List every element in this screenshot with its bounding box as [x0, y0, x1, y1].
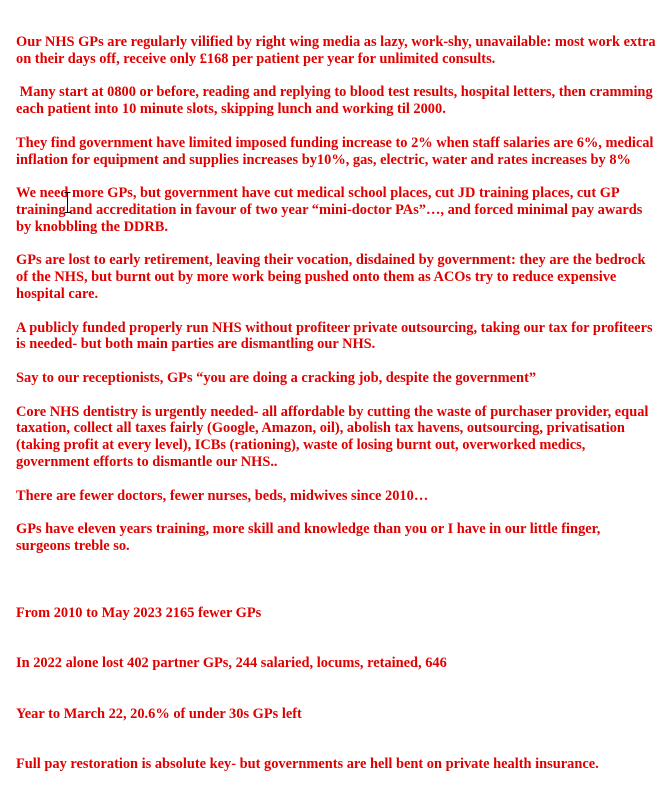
- text-cursor-icon: [64, 192, 71, 213]
- stat-line: Full pay restoration is absolute key- but governments are hell bent on private health insurance.: [16, 756, 599, 773]
- stat-line: From 2010 to May 2023 2165 fewer GPs: [16, 605, 262, 622]
- document-body: [16, 34, 658, 807]
- paragraph-funding: They find government have limited imposed funding increase to 2% when staff salaries are 6%, medical inflation for equipment and supplies increases by10%, gas, electric, water and rates increases by 8%: [16, 134, 658, 168]
- stat-line: In 2022 alone lost 402 partner GPs, 244 salaried, locums, retained, 646: [16, 655, 447, 672]
- paragraph-workload: Many start at 0800 or before, reading and replying to blood test results, hospital letters, then cramming each patient into 10 minute slots, skipping lunch and working til 2000.: [16, 84, 657, 118]
- paragraph-vilified: Our NHS GPs are regularly vilified by right wing media as lazy, work-shy, unavailable: most work extra on their days off, receive only £168 per patient per year for unlimited consults.: [16, 34, 660, 67]
- stat-line: Year to March 22, 20.6% of under 30s GPs left: [16, 705, 302, 722]
- paragraph-need-more-gps: We need more GPs, but government have cut medical school places, cut JD training places, cut GP training and accreditation in favour of two year “mini-doctor PAs”…, and forced minimal pay awards by knobbling the DDRB.: [16, 185, 647, 235]
- paragraph-dentistry: Core NHS dentistry is urgently needed- all affordable by cutting the waste of purchaser provider, equal taxation, collect all taxes fairly (Google, Amazon, oil), abolish tax havens, outsourcing, privatisation (taking profit at every level), ICBs (rationing), waste of losing burnt out, overworked medics, government efforts to dismantle our NHS..: [16, 403, 652, 470]
- paragraph-public-nhs: A publicly funded properly run NHS without profiteer private outsourcing, taking our tax for profiteers is needed- but both main parties are dismantling our NHS.: [16, 319, 657, 353]
- stats-block: [16, 572, 658, 807]
- paragraph-training: GPs have eleven years training, more skill and knowledge than you or I have in our little finger, surgeons treble so.: [16, 521, 604, 554]
- paragraph-receptionists: Say to our receptionists, GPs “you are doing a cracking job, despite the government”: [16, 369, 537, 386]
- paragraph-early-retirement: GPs are lost to early retirement, leaving their vocation, disdained by government: they are the bedrock of the NHS, but burnt out by more work being pushed onto them as ACOs try to reduce expensive hospital care.: [16, 252, 650, 302]
- paragraph-fewer-doctors: There are fewer doctors, fewer nurses, beds, midwives since 2010…: [16, 487, 429, 504]
